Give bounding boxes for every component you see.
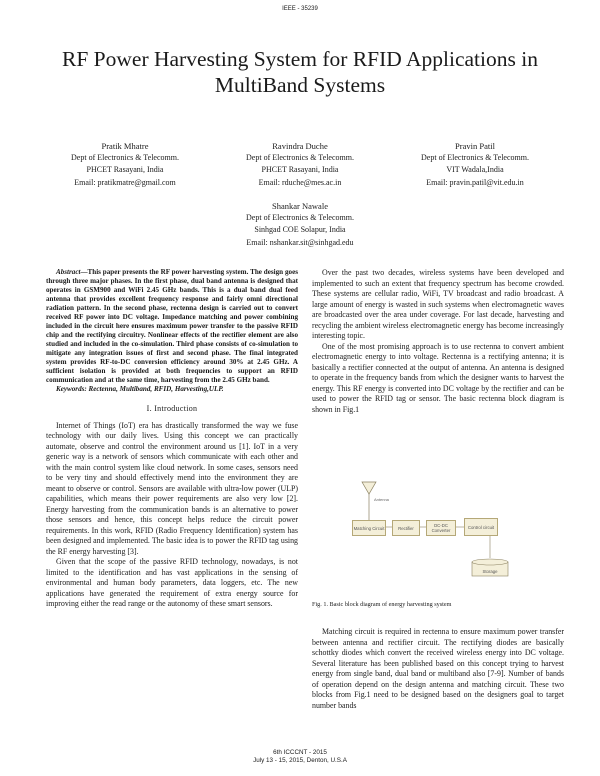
left-column	[46, 268, 298, 610]
author-institution: PHCET Rasayani, India	[261, 165, 339, 175]
author-email: Email: pratikmatre@gmail.com	[74, 177, 176, 187]
right-column-bottom	[312, 627, 564, 711]
footer-dates: July 13 - 15, 2015, Denton, U.S.A	[253, 757, 347, 764]
block-rectifier: Rectifier	[392, 520, 420, 536]
block-control-circuit: Control circuit	[464, 518, 498, 536]
paragraph: Internet of Things (IoT) era has drastically transformed the way we fuse technology with our daily lives. Using this concept we can practically automate, observe and control the environment around us [1]. IoT in a very generic way is a network of sensors which communicate with each other and with the main control system like cloud network. In some cases, sensors need to be very tiny and should effectively mend into the environment they are meant to observe or control. Sensors are available with ultra-low power (ULP) capabilities, which means their power requirements are also very low [2]. Energy harvesting from the communication bands is an alternative to power those sensors and hence, this concept helps reduce the circuit power requirements. In this work, RFID (Radio Frequency Identification) system has been designed and implemented. The basic idea is to power the RFID tag using the RF energy harvesting [3].	[46, 420, 298, 556]
keywords: Keywords: Rectenna, Multiband, RFID, Harvesting,ULP.	[56, 385, 224, 393]
author-name: Shankar Nawale	[272, 201, 328, 211]
author-institution: Sinhgad COE Solapur, India	[254, 225, 346, 235]
author-dept: Dept of Electronics & Telecomm.	[421, 153, 529, 163]
right-column-top	[312, 268, 564, 415]
paragraph: Given that the scope of the passive RFID technology, nowadays, is not limited to the identification and has vast applications in the sensing of environmental and human body parameters, data loggers, etc. The new applications have generated the requirement of extra energy source for improving either the read range or the autonomy of these smart sensors.	[46, 557, 298, 608]
block-matching-circuit: Matching Circuit	[352, 520, 386, 536]
author-dept: Dept of Electronics & Telecomm.	[71, 153, 179, 163]
abstract-label: Abstract	[56, 268, 81, 276]
author-email: Email: rduche@mes.ac.in	[258, 177, 342, 187]
antenna-label: Antenna	[374, 497, 389, 502]
footer	[0, 749, 600, 765]
paragraph: One of the most promising approach is to use rectenna to convert ambient electromagnetic energy to into voltage. Rectenna is a rectifying antenna; it is basically a rectifier connected at the output of antenna. An antenna is designed to operate in the frequency bands from which the designer wants to harvest the energy. This RF energy is converted into DC voltage by the rectifier and can be used to power the RFID tag or sensor. The basic rectenna block diagram is shown in Fig.1	[312, 341, 564, 414]
author-dept: Dept of Electronics & Telecomm.	[246, 153, 354, 163]
figure-1-caption: Fig. 1. Basic block diagram of energy harvesting system	[312, 601, 452, 608]
footer-conference: 6th ICCCNT - 2015	[273, 749, 327, 756]
paragraph: Over the past two decades, wireless systems have been developed and implemented to such an extent that frequency spectrum has become crowded. These systems are cellular radio, WiFi, TV broadcast and radio broadcast. A large amount of energy is wasted in such systems when electromagnetic waves are broadcasted over the area under coverage. For last decade, harvesting and recycling the ambient wireless electromagnetic energy has become increasingly interesting topic.	[312, 268, 564, 340]
author-institution: VIT Wadala,India	[446, 165, 504, 175]
abstract	[46, 268, 298, 385]
author-block-4	[200, 200, 400, 249]
author-dept: Dept of Electronics & Telecomm.	[246, 213, 354, 223]
paragraph: Matching circuit is required in rectenna to ensure maximum power transfer between antenna and rectifier circuit. The rectifying diodes are basically schottky diodes which convert the received wireless energy into DC voltage. Several literature has been published based on this concept trying to harvest energy from single band, dual band or multiband also [7-9]. Number of bands of operation depend on the design antenna and matching circuit. These two blocks from Fig.1 need to be designed based on the designers goal to target number bands	[312, 627, 564, 710]
storage-label: Storage	[482, 569, 498, 574]
antenna-icon	[362, 482, 376, 494]
author-block-3	[385, 140, 565, 189]
section-heading: I. Introduction	[146, 404, 198, 413]
author-institution: PHCET Rasayani, India	[86, 165, 164, 175]
author-email: Email: pravin.patil@vit.edu.in	[426, 177, 524, 187]
paper-title: RF Power Harvesting System for RFID Applications in MultiBand Systems	[62, 47, 538, 97]
author-name: Pravin Patil	[455, 141, 495, 151]
author-name: Ravindra Duche	[272, 141, 328, 151]
author-name: Pratik Mhatre	[101, 141, 149, 151]
conference-id: IEEE - 35239	[282, 6, 318, 12]
abstract-text: —This paper presents the RF power harvesting system. The design goes through three major phases. In the first phase, dual band antenna is designed that operates in GSM900 and WiFi 2.45 GHz bands. This is a dual band dual feed antenna that provides excellent frequency response and fairly omni directional radiation pattern. In the second phase, rectenna design is carried out to convert received RF power into DC voltage. Impedance matching and power combining included in the circuit here ensures maximum power transfer to the passive RFID chip and the rectifying circuitry. Nonlinear effects of the rectifier element are also studied and included in the co-simulation. Third phase consists of co-simulation to mitigate any integration issues of first and second phase. The final integrated system provides RF-to-DC conversion efficiency around 30% at 2.45 GHz. A sufficient isolation is provided at both frequencies to support an RFID communication and at the same time, harvesting from the 2.45 GHz band.	[46, 268, 298, 384]
block-dc-dc-converter: DC-DC Converter	[426, 520, 456, 536]
author-email: Email: nshankar.sit@sinhgad.edu	[246, 237, 354, 247]
author-block-2	[215, 140, 385, 189]
figure-1	[330, 480, 530, 580]
author-block-1	[40, 140, 210, 189]
